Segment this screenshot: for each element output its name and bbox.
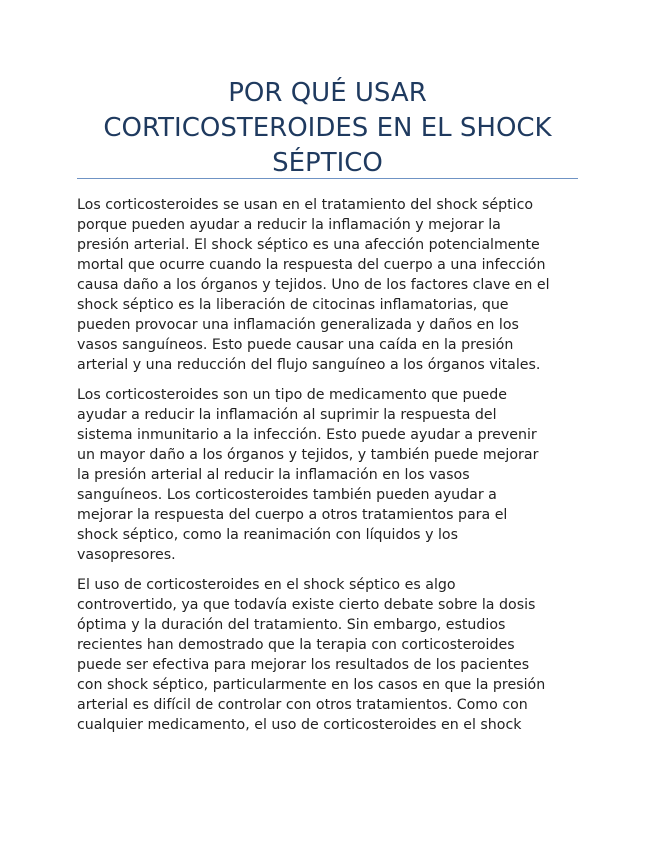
paragraph-2: Los corticosteroides son un tipo de medicamento que puede ayudar a reducir la inflamación al suprimir la respuesta del sistema inmunitario a la infección. Esto puede ayudar a prevenir un mayor daño a los órganos y tejidos, y también puede mejorar la presión arterial al reducir la inflamación en los vasos sanguíneos. Los corticosteroides también pueden ayudar a mejorar la respuesta del cuerpo a otros tratamientos para el shock séptico, como la reanimación con líquidos y los vasopresores. bbox=[77, 387, 539, 563]
page-title bbox=[77, 76, 578, 181]
document-body bbox=[77, 195, 578, 745]
title-text: POR QUÉ USAR CORTICOSTEROIDES EN EL SHOCK SÉPTICO bbox=[103, 78, 552, 178]
paragraph-3: El uso de corticosteroides en el shock séptico es algo controvertido, ya que todavía existe cierto debate sobre la dosis óptima y la duración del tratamiento. Sin embargo, estudios recientes han demostrado que la terapia con corticosteroides puede ser efectiva para mejorar los resultados de los pacientes con shock séptico, particularmente en los casos en que la presión arterial es difícil de controlar con otros tratamientos. Como con cualquier medicamento, el uso de corticosteroides en el shock bbox=[77, 577, 546, 733]
paragraph-1: Los corticosteroides se usan en el tratamiento del shock séptico porque pueden ayudar a reducir la inflamación y mejorar la presión arterial. El shock séptico es una afección potencialmente mortal que ocurre cuando la respuesta del cuerpo a una infección causa daño a los órganos y tejidos. Uno de los factores clave en el shock séptico es la liberación de citocinas inflamatorias, que pueden provocar una inflamación generalizada y daños en los vasos sanguíneos. Esto puede causar una caída en la presión arterial y una reducción del flujo sanguíneo a los órganos vitales. bbox=[77, 197, 550, 373]
title-divider bbox=[77, 178, 578, 179]
